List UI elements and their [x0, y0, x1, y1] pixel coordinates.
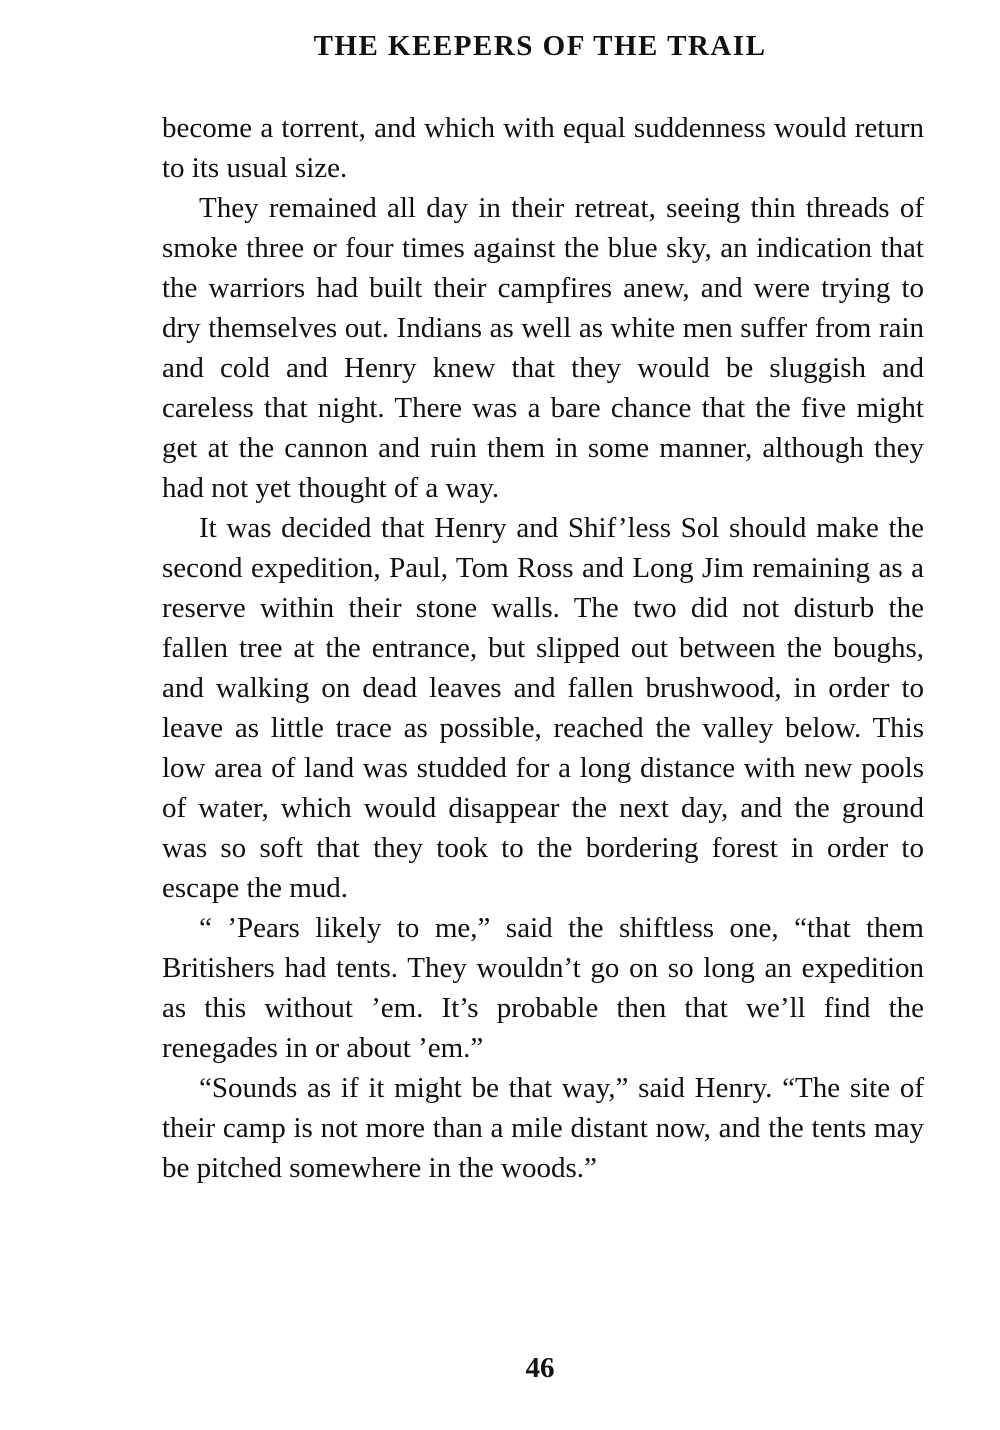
- running-head: THE KEEPERS OF THE TRAIL: [313, 30, 767, 62]
- paragraph: They remained all day in their retreat, seeing thin threads of smoke three or four times against the blue sky, an indication that the warriors had built their campfires anew, and were trying to dry themselves out. Indians as well as white men suffer from rain and cold and Henry knew that they would be sluggish and careless that night. There was a bare chance that the five might get at the cannon and ruin them in some manner, although they had not yet thought of a way.: [162, 192, 924, 504]
- paragraph-continuation: become a torrent, and which with equal suddenness would return to its usual size.: [162, 112, 924, 184]
- paragraph: “ ’Pears likely to me,” said the shiftless one, “that them Britishers had tents. They wouldn’t go on so long an expedition as this without ’em. It’s probable then that we’ll find the renegades in or about ’em.”: [162, 912, 924, 1064]
- page-number: 46: [525, 1352, 555, 1384]
- body-text: [162, 108, 924, 1188]
- paragraph: It was decided that Henry and Shif’less Sol should make the second expedition, Paul, Tom Ross and Long Jim remaining as a reserve within their stone walls. The two did not disturb the fallen tree at the entrance, but slipped out between the boughs, and walking on dead leaves and fallen brushwood, in order to leave as little trace as possible, reached the valley below. This low area of land was studded for a long distance with new pools of water, which would disappear the next day, and the ground was so soft that they took to the bordering forest in order to escape the mud.: [162, 512, 924, 904]
- paragraph: “Sounds as if it might be that way,” said Henry. “The site of their camp is not more than a mile distant now, and the tents may be pitched somewhere in the woods.”: [162, 1072, 924, 1184]
